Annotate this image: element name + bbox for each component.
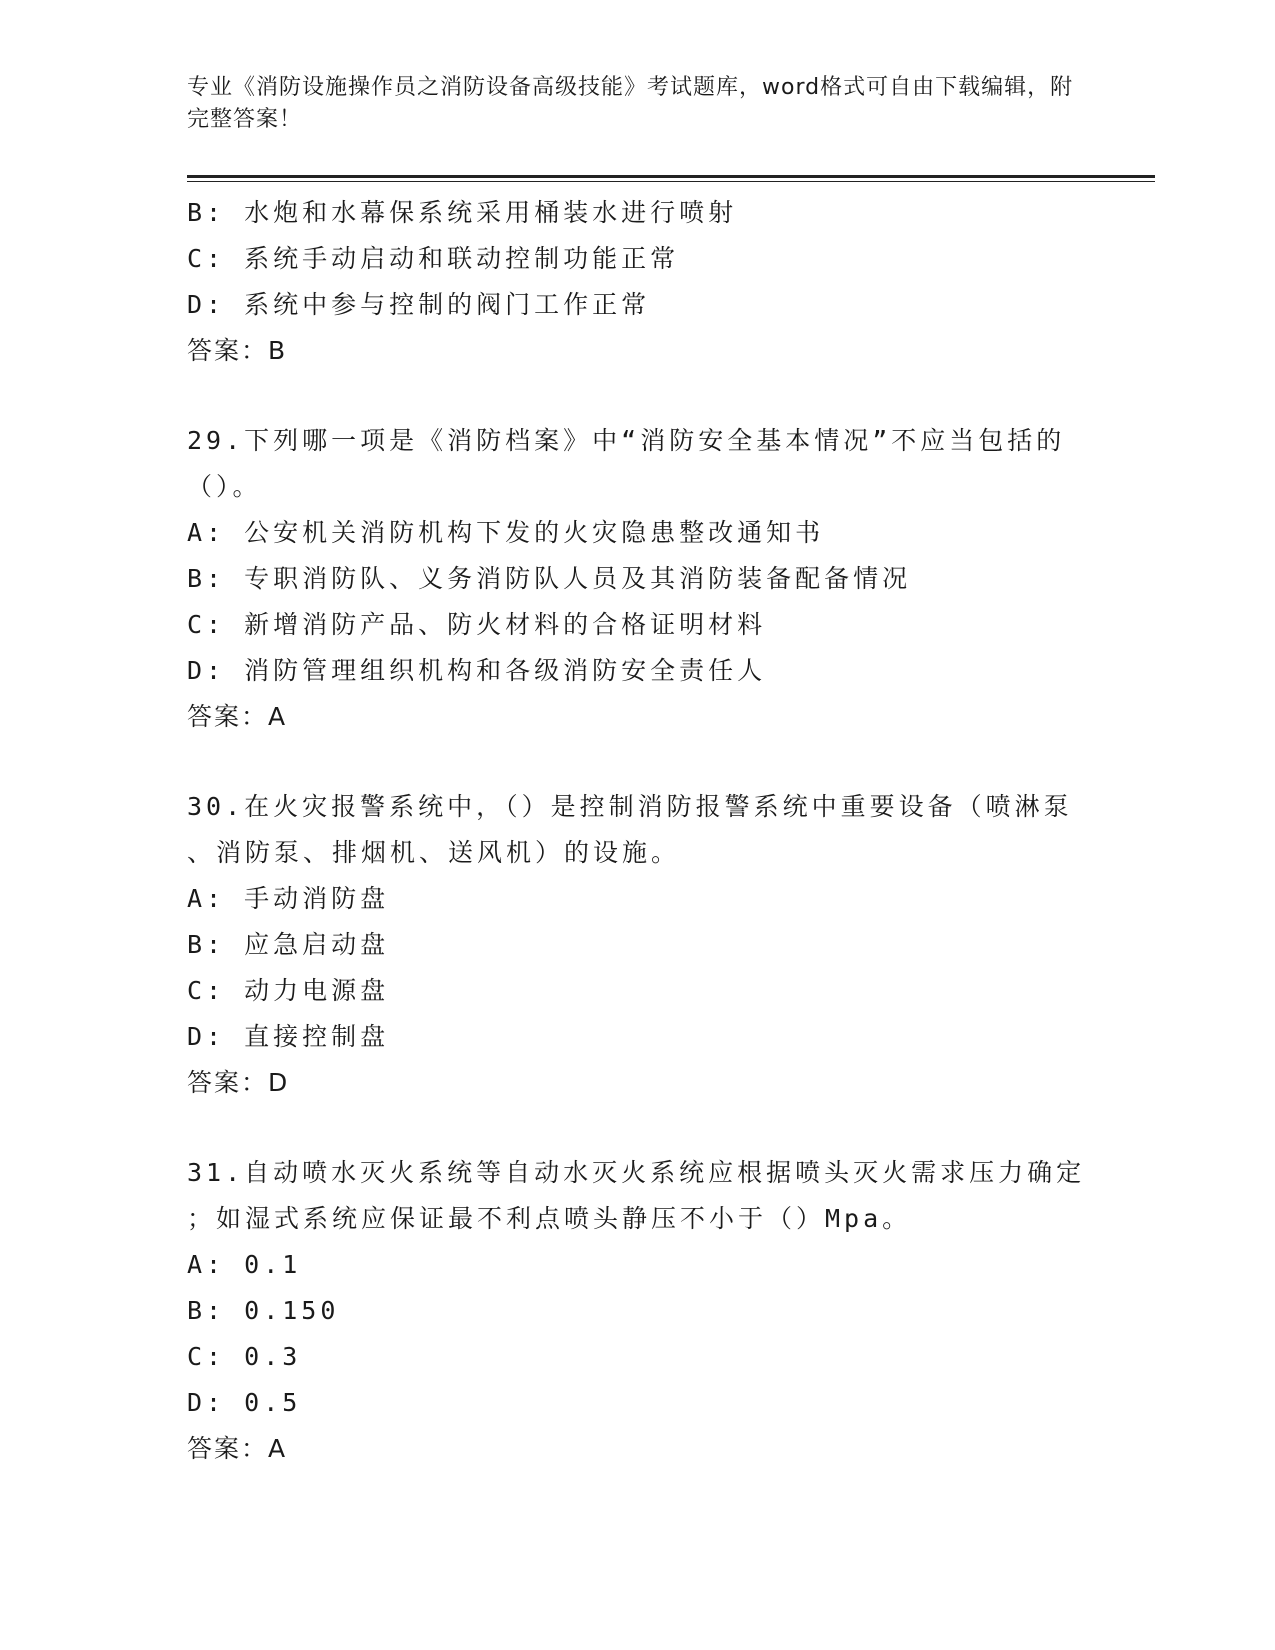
option-d: D: 0.5	[187, 1388, 302, 1417]
question-31	[187, 1150, 1087, 1472]
question-30	[187, 784, 1087, 1106]
option-c: C: 0.3	[187, 1342, 302, 1371]
question-stem-line2: ；如湿式系统应保证最不利点喷头静压不小于（）Mpa。	[187, 1204, 912, 1233]
question-list	[187, 190, 1087, 1472]
question-stem-line2: 、消防泵、排烟机、送风机）的设施。	[187, 838, 681, 867]
question-stem-line2: （）。	[187, 472, 262, 501]
option-c: C: 动力电源盘	[187, 976, 390, 1005]
header-divider-thin	[187, 181, 1155, 182]
answer-line: 答案：A	[187, 702, 288, 731]
question-stem-line1: 31.自动喷水灭火系统等自动水灭火系统应根据喷头灭火需求压力确定	[187, 1158, 1086, 1187]
question-stem-line1: 30.在火灾报警系统中，（）是控制消防报警系统中重要设备（喷淋泵	[187, 792, 1073, 821]
option-a: A: 0.1	[187, 1250, 302, 1279]
option-a: A: 手动消防盘	[187, 884, 390, 913]
answer-line: 答案：A	[187, 1434, 288, 1463]
option-d: D: 直接控制盘	[187, 1022, 390, 1051]
option-c: C: 新增消防产品、防火材料的合格证明材料	[187, 610, 767, 639]
answer-line: 答案：D	[187, 1068, 290, 1097]
spacer	[187, 374, 1087, 418]
spacer	[187, 1106, 1087, 1150]
document-header: 专业《消防设施操作员之消防设备高级技能》考试题库，word格式可自由下载编辑，附完整答案！	[187, 75, 1074, 132]
option-b: B: 专职消防队、义务消防队人员及其消防装备配备情况	[187, 564, 912, 593]
question-28-tail	[187, 190, 1087, 374]
option-b: B: 应急启动盘	[187, 930, 390, 959]
question-29	[187, 418, 1087, 740]
option-d: D: 消防管理组织机构和各级消防安全责任人	[187, 656, 767, 685]
option-c: C: 系统手动启动和联动控制功能正常	[187, 244, 680, 273]
option-a: A: 公安机关消防机构下发的火灾隐患整改通知书	[187, 518, 825, 547]
spacer	[187, 740, 1087, 784]
answer-line: 答案：B	[187, 336, 288, 365]
option-b: B: 0.150	[187, 1296, 340, 1325]
option-b: B: 水炮和水幕保系统采用桶装水进行喷射	[187, 198, 738, 227]
option-d: D: 系统中参与控制的阀门工作正常	[187, 290, 651, 319]
header-divider-thick	[187, 175, 1155, 178]
question-stem-line1: 29.下列哪一项是《消防档案》中“消防安全基本情况”不应当包括的	[187, 426, 1066, 455]
